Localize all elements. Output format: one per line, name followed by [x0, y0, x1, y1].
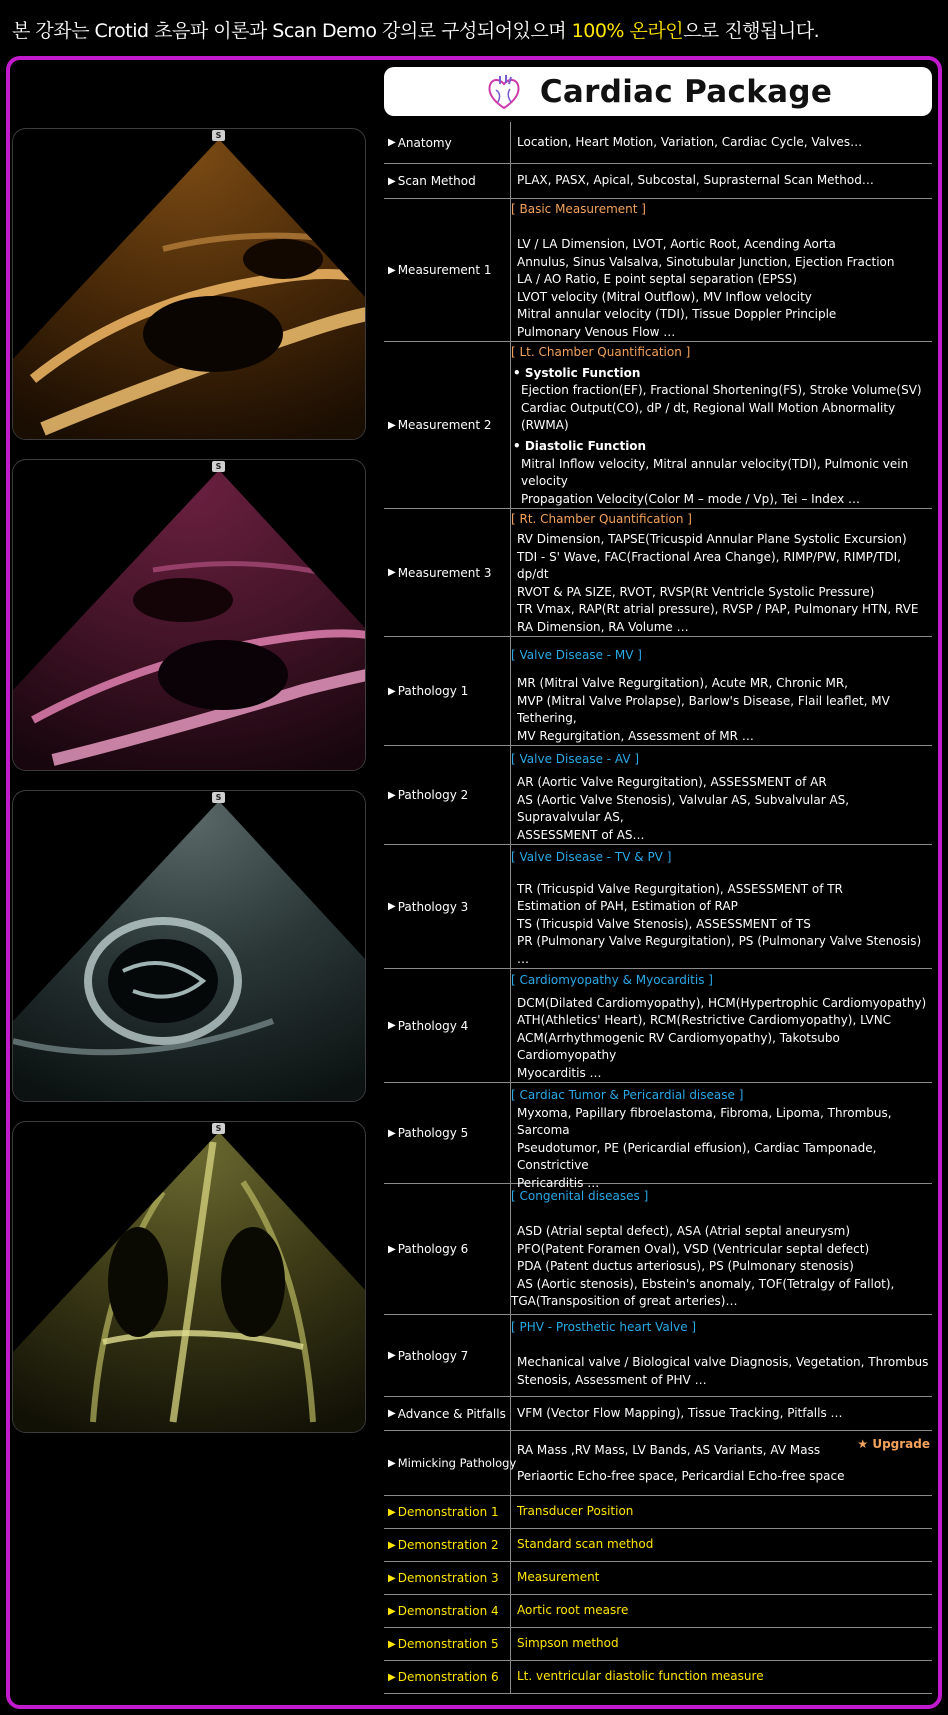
upgrade-badge: ★ Upgrade — [857, 1437, 930, 1451]
row-description: [ PHV - Prosthetic heart Valve ] Mechanical valve / Biological valve Diagnosis, Vegetation, Thrombus Stenosis, Assessment of PHV … — [511, 1315, 932, 1396]
triangle-icon: ▶ — [388, 1408, 396, 1419]
row-label: Demonstration 6 — [397, 1670, 499, 1684]
row-label: Pathology 2 — [397, 788, 469, 802]
row-description: Standard scan method — [517, 1537, 654, 1552]
triangle-icon: ▶ — [388, 1457, 396, 1469]
row-mimicking-pathology — [384, 1431, 932, 1496]
row-description: [ Rt. Chamber Quantification ] RV Dimension, TAPSE(Tricuspid Annular Plane Systolic Excursion) TDI - S' Wave, FAC(Fractional Area Change), RIMP/PW, RIMP/TDI, dp/dt RVOT & PA SIZE, RVOT, RVSP(Rt Ventricle Systolic Pressure) TR Vmax, RAP(Rt atrial pressure), RVSP / PAP, Pulmonary HTN, RVE RA Dimension, RA Volume … — [511, 509, 932, 636]
triangle-icon: ▶ — [388, 1671, 396, 1683]
row-description: [ Cardiomyopathy & Myocarditis ] DCM(Dilated Cardiomyopathy), HCM(Hypertrophic Cardiomyopathy) ATH(Athletics' Heart), RCM(Restrictive Cardiomyopathy), LVNC ACM(Arrhythmogenic RV Cardiomyopathy), Takotsubo Cardiomyopathy Myocarditis … — [511, 969, 932, 1082]
row-label: Pathology 6 — [397, 1242, 469, 1256]
ultrasound-image-plax-gold — [12, 128, 366, 440]
triangle-icon: ▶ — [388, 419, 396, 431]
triangle-icon: ▶ — [388, 1020, 396, 1031]
row-description: Simpson method — [517, 1636, 619, 1651]
row-description: [ Valve Disease - MV ] MR (Mitral Valve Regurgitation), Acute MR, Chronic MR, MVP (Mitral Valve Prolapse), Barlow's Disease, Flail leaflet, MV Tethering, MV Regurgitation, Assessment of MR … — [511, 637, 932, 745]
row-description: Lt. ventricular diastolic function measure — [517, 1669, 764, 1684]
row-label: Advance & Pitfalls — [397, 1406, 506, 1421]
top-banner — [12, 14, 936, 48]
triangle-icon: ▶ — [388, 789, 396, 801]
section-heading: [ Cardiomyopathy & Myocarditis ] — [511, 973, 713, 987]
triangle-icon: ▶ — [388, 567, 396, 578]
section-heading: [ Valve Disease - TV & PV ] — [511, 850, 672, 864]
ultrasound-sector-olive — [13, 1122, 366, 1433]
row-description: VFM (Vector Flow Mapping), Tissue Tracking, Pitfalls … — [517, 1405, 843, 1420]
row-description: [ Cardiac Tumor & Pericardial disease ] Myxoma, Papillary fibroelastoma, Fibroma, Lipoma, Thrombus, Sarcoma Pseudotumor, PE (Pericardial effusion), Cardiac Tamponade, Constrictive Pericarditis … — [511, 1083, 932, 1183]
row-description: RA Mass ,RV Mass, LV Bands, AS Variants, AV Mass Periaortic Echo-free space, Pericardial Echo-free space — [517, 1443, 845, 1483]
triangle-icon: ▶ — [388, 1539, 396, 1551]
row-label: Measurement 2 — [397, 418, 492, 432]
ultrasound-sector-gray — [13, 791, 366, 1102]
banner-highlight: 100% 온라인 — [571, 20, 684, 42]
row-anatomy — [384, 122, 932, 164]
section-heading: [ Valve Disease - MV ] — [511, 648, 642, 662]
row-label: Pathology 7 — [397, 1348, 469, 1363]
ultrasound-image-a4c-olive — [12, 1121, 366, 1433]
row-pathology-1 — [384, 637, 932, 746]
row-label: Pathology 3 — [397, 899, 469, 914]
row-pathology-3 — [384, 845, 932, 969]
triangle-icon: ▶ — [388, 1127, 396, 1139]
row-pathology-2 — [384, 746, 932, 845]
row-label: Measurement 1 — [397, 263, 492, 277]
banner-text-1: 본 강좌는 Crotid 초음파 이론과 Scan Demo 강의로 구성되어있으며 — [12, 20, 572, 42]
package-header — [384, 67, 932, 116]
triangle-icon: ▶ — [388, 1350, 396, 1361]
orientation-marker: S — [212, 792, 225, 803]
row-demonstration-1 — [384, 1496, 932, 1529]
row-demonstration-5 — [384, 1628, 932, 1661]
row-label: Scan Method — [397, 174, 476, 188]
row-demonstration-6 — [384, 1661, 932, 1694]
triangle-icon: ▶ — [388, 175, 396, 187]
ultrasound-gallery — [12, 128, 366, 1452]
section-heading: [ Basic Measurement ] — [511, 202, 646, 216]
section-heading: [ Congenital diseases ] — [511, 1189, 649, 1203]
row-label: Mimicking Pathology — [397, 1456, 517, 1470]
row-description: [ Valve Disease - TV & PV ] TR (Tricuspid Valve Regurgitation), ASSESSMENT of TR Estimation of PAH, Estimation of RAP TS (Tricuspid Valve Stenosis), ASSESSMENT of TS PR (Pulmonary Valve Regurgitation), PS (Pulmonary Valve Stenosis) … — [511, 845, 932, 968]
section-heading: [ Cardiac Tumor & Pericardial disease ] — [511, 1088, 744, 1102]
row-description: Aortic root measre — [517, 1603, 629, 1618]
row-label: Pathology 4 — [397, 1018, 469, 1033]
triangle-icon: ▶ — [388, 1638, 396, 1650]
row-pathology-5 — [384, 1083, 932, 1190]
ultrasound-sector-magenta — [13, 460, 366, 771]
triangle-icon: ▶ — [388, 685, 396, 697]
row-label: Measurement 3 — [397, 565, 492, 580]
row-advance-pitfalls — [384, 1397, 932, 1431]
row-label: Demonstration 5 — [397, 1637, 499, 1651]
row-label: Demonstration 4 — [397, 1604, 499, 1618]
row-label: Demonstration 2 — [397, 1538, 499, 1552]
row-demonstration-2 — [384, 1529, 932, 1562]
curriculum-table — [384, 122, 932, 1694]
row-pathology-6 — [384, 1184, 932, 1315]
section-heading: [ Lt. Chamber Quantification ] — [511, 345, 691, 359]
row-label: Anatomy — [397, 135, 452, 150]
triangle-icon: ▶ — [388, 264, 396, 276]
row-label: Pathology 5 — [397, 1126, 469, 1140]
row-description: Measurement — [517, 1570, 600, 1585]
row-description: Location, Heart Motion, Variation, Cardiac Cycle, Valves… — [517, 134, 863, 149]
row-scan-method — [384, 164, 932, 199]
row-demonstration-4 — [384, 1595, 932, 1628]
orientation-marker: S — [212, 1123, 225, 1134]
row-description: [ Congenital diseases ] ASD (Atrial septal defect), ASA (Atrial septal aneurysm) PFO(Patent Foramen Oval), VSD (Ventricular septal defect) PDA (Patent ductus arteriosus), PS (Pulmonary stenosis) AS (Aortic stenosis), Ebstein's anomaly, TOF(Tetralgy of Fallot), TGA(Transposition of great arteries)… — [511, 1184, 932, 1314]
row-pathology-4 — [384, 969, 932, 1083]
triangle-icon: ▶ — [388, 1243, 396, 1255]
row-label: Pathology 1 — [397, 684, 469, 698]
row-pathology-7 — [384, 1315, 932, 1397]
orientation-marker: S — [212, 461, 225, 472]
row-description: [ Lt. Chamber Quantification ] • Systolic Function Ejection fraction(EF), Fractional Shortening(FS), Stroke Volume(SV) Cardiac Output(CO), dP / dt, Regional Wall Motion Abnormality (RWMA) • Diastolic Function Mitral Inflow velocity, Mitral annular velocity(TDI), Pulmonic vein velocity Propagation Velocity(Color M – mode / Vp), Tei – Index … — [511, 342, 932, 508]
triangle-icon: ▶ — [388, 137, 396, 148]
row-measurement-1 — [384, 199, 932, 342]
row-description: PLAX, PASX, Apical, Subcostal, Suprasternal Scan Method… — [517, 173, 874, 188]
ultrasound-image-psax-gray — [12, 790, 366, 1102]
section-heading: [ Valve Disease - AV ] — [511, 752, 640, 766]
package-title: Cardiac Package — [539, 73, 833, 110]
row-description: [ Basic Measurement ] LV / LA Dimension, LVOT, Aortic Root, Acending Aorta Annulus, Sinus Valsalva, Sinotubular Junction, Ejection Fraction LA / AO Ratio, E point septal separation (EPSS) LVOT velocity (Mitral Outflow), MV Inflow velocity Mitral annular velocity (TDI), Tissue Doppler Principle Pulmonary Venous Flow … — [511, 199, 932, 341]
triangle-icon: ▶ — [388, 1572, 396, 1584]
row-measurement-2 — [384, 342, 932, 509]
row-description: [ Valve Disease - AV ] AR (Aortic Valve Regurgitation), ASSESSMENT of AR AS (Aortic Valve Stenosis), Valvular AS, Subvalvular AS, Supravalvular AS, ASSESSMENT of AS… — [511, 746, 932, 844]
triangle-icon: ▶ — [388, 1605, 396, 1617]
banner-text-2: 으로 진행됩니다. — [683, 20, 820, 42]
row-demonstration-3 — [384, 1562, 932, 1595]
orientation-marker: S — [212, 130, 225, 141]
row-measurement-3 — [384, 509, 932, 637]
triangle-icon: ▶ — [388, 1506, 396, 1518]
anatomical-heart-icon — [484, 72, 524, 112]
section-heading: [ Rt. Chamber Quantification ] — [511, 512, 692, 526]
row-description: Transducer Position — [517, 1504, 634, 1519]
ultrasound-image-plax-magenta — [12, 459, 366, 771]
row-label: Demonstration 3 — [397, 1571, 499, 1585]
ultrasound-sector-gold — [13, 129, 366, 440]
section-heading: [ PHV - Prosthetic heart Valve ] — [511, 1320, 697, 1334]
row-label: Demonstration 1 — [397, 1505, 499, 1519]
triangle-icon: ▶ — [388, 901, 396, 912]
